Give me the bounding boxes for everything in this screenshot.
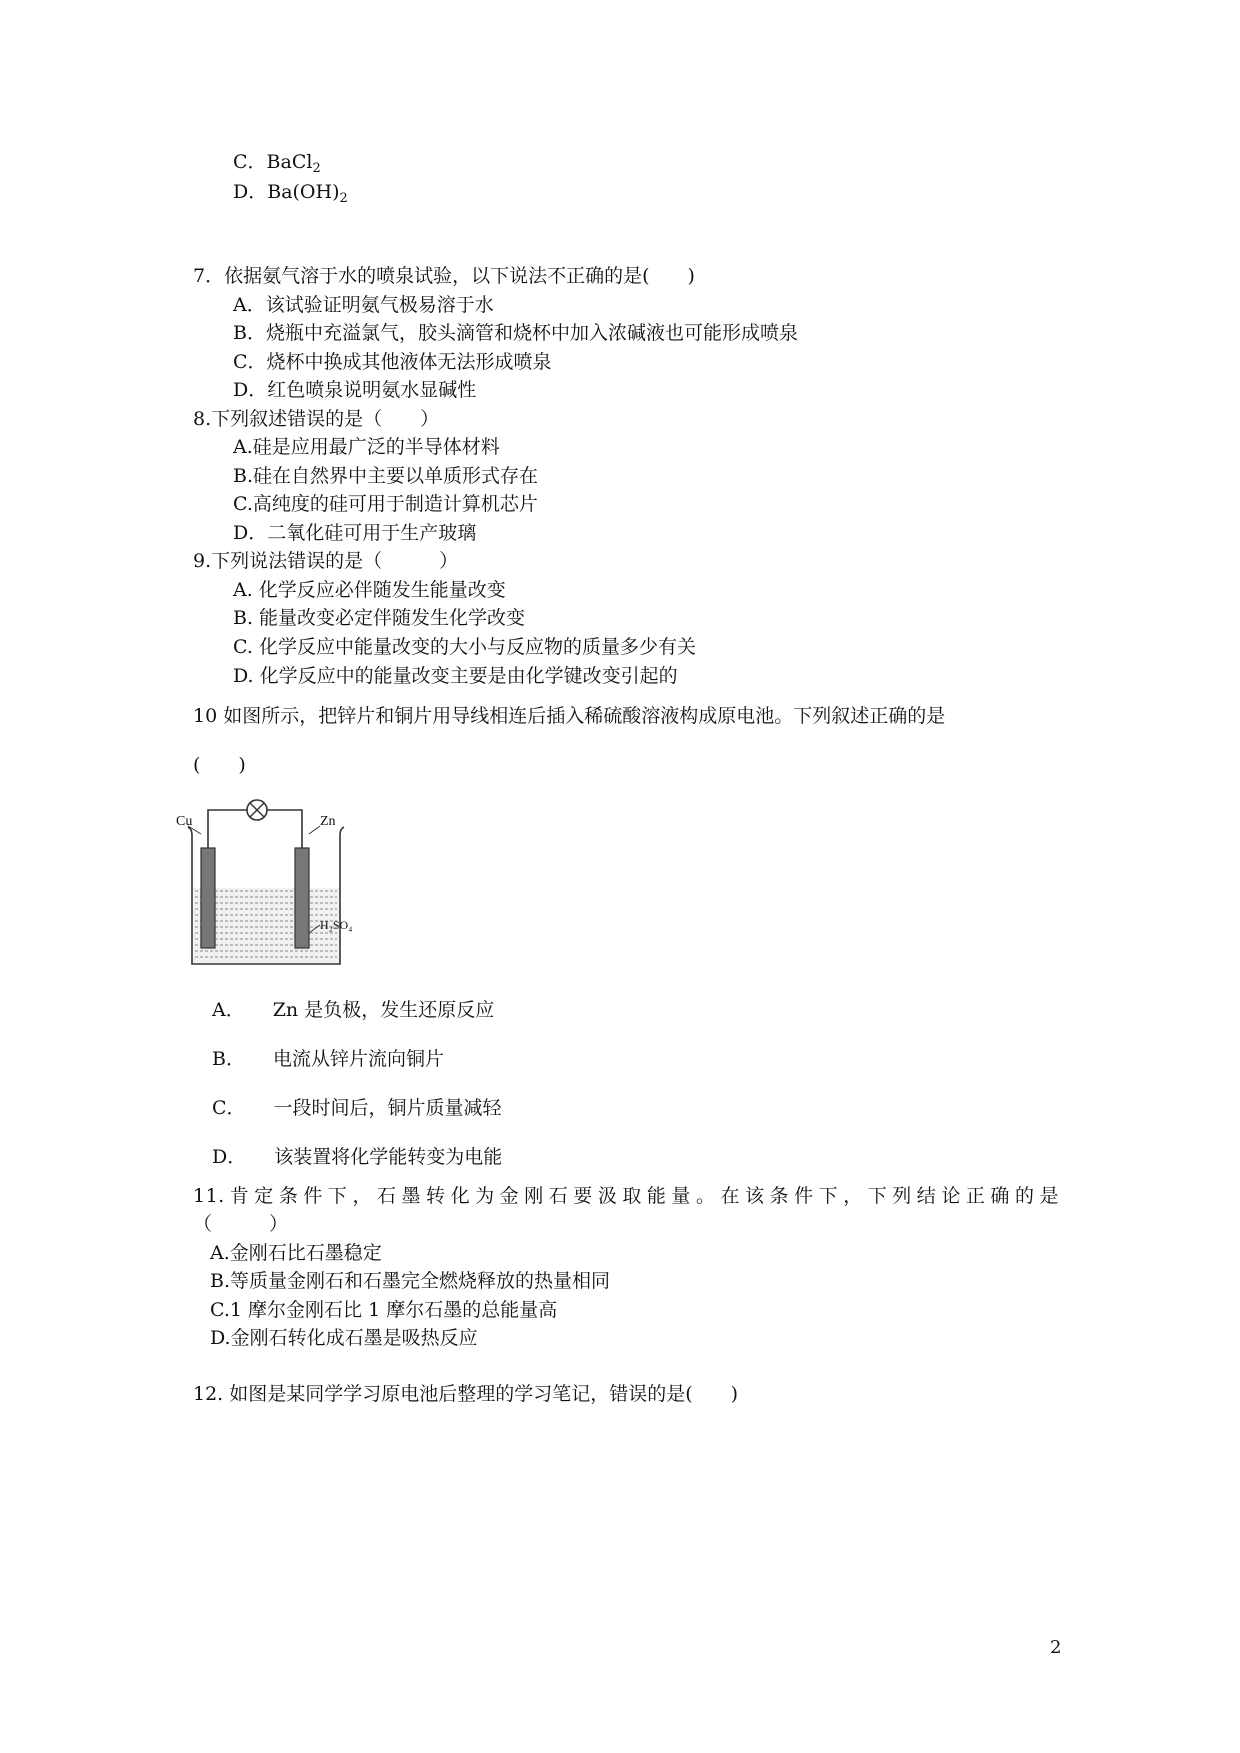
q8-option-b — [233, 464, 538, 488]
q8-option-c — [233, 492, 538, 516]
line-text: 12. 如图是某同学学习原电池后整理的学习笔记，错误的是( ) — [193, 1383, 739, 1405]
line-text: D．红色喷泉说明氨水显碱性 — [233, 379, 477, 401]
line-text: ( ) — [193, 754, 246, 776]
q7-option-c — [233, 350, 552, 374]
option-label: A． — [212, 999, 245, 1021]
line-text: C.1 摩尔金刚石比 1 摩尔石墨的总能量高 — [210, 1299, 558, 1321]
line-text: （ ） — [193, 1213, 289, 1235]
line-text: A．该试验证明氨气极易溶于水 — [233, 294, 494, 316]
line-text: C. 化学反应中能量改变的大小与反应物的质量多少有关 — [233, 636, 696, 658]
line-text: 10 如图所示，把锌片和铜片用导线相连后插入稀硫酸溶液构成原电池。下列叙述正确的是 — [193, 705, 946, 727]
line-text: D．二氧化硅可用于生产玻璃 — [233, 522, 477, 544]
line-text: D. 化学反应中的能量改变主要是由化学键改变引起的 — [233, 665, 678, 687]
line-text: 9.下列说法错误的是（ ） — [193, 550, 459, 572]
option-text: Zn 是负极，发生还原反应 — [272, 999, 495, 1021]
q11-option-c — [210, 1298, 557, 1322]
line-text: C．烧杯中换成其他液体无法形成喷泉 — [233, 351, 552, 373]
cu-label: Cu — [176, 814, 193, 829]
q8-option-d — [233, 521, 476, 545]
subscript: 2 — [339, 191, 348, 206]
q11-stem-bracket — [193, 1212, 288, 1236]
line-text: D.金刚石转化成石墨是吸热反应 — [210, 1327, 478, 1349]
line-text: B．烧瓶中充溢氯气，胶头滴管和烧杯中加入浓碱液也可能形成喷泉 — [233, 322, 798, 344]
line-text: A. 化学反应必伴随发生能量改变 — [233, 579, 506, 601]
line-text: A.金刚石比石墨稳定 — [210, 1242, 382, 1264]
q6-option-d — [233, 180, 348, 211]
q7-option-b — [233, 321, 798, 345]
line-text: 7．依据氨气溶于水的喷泉试验，以下说法不正确的是( ) — [193, 265, 695, 287]
line-text: A.硅是应用最广泛的半导体材料 — [233, 436, 500, 458]
q9-stem — [193, 549, 458, 573]
q7-stem — [193, 264, 695, 288]
line-text: B.等质量金刚石和石墨完全燃烧释放的热量相同 — [210, 1270, 611, 1292]
q8-stem — [193, 407, 439, 431]
q10-option-b — [212, 1047, 444, 1071]
q10-option-c — [212, 1096, 502, 1120]
option-text: 一段时间后，铜片质量减轻 — [273, 1097, 502, 1119]
option-label: B． — [212, 1048, 245, 1070]
line-text: B. 能量改变必定伴随发生化学改变 — [233, 607, 526, 629]
q10-option-a — [212, 998, 494, 1022]
q11-option-b — [210, 1269, 610, 1293]
q6-option-c — [233, 150, 321, 181]
q7-option-a — [233, 293, 494, 317]
subscript: 2 — [312, 161, 321, 176]
q9-option-a — [233, 578, 506, 602]
q8-option-a — [233, 435, 500, 459]
q10-stem — [193, 704, 945, 728]
q11-option-a — [210, 1241, 382, 1265]
q10-option-d — [212, 1145, 502, 1169]
q10-stem-bracket — [193, 753, 246, 777]
q9-option-c — [233, 635, 696, 659]
option-label: C． — [212, 1097, 246, 1119]
galvanic-cell-figure — [176, 793, 386, 978]
zn-label: Zn — [320, 814, 336, 829]
line-text: C.高纯度的硅可用于制造计算机芯片 — [233, 493, 538, 515]
line-text: C．BaCl — [233, 151, 313, 173]
h2so4-label: H₂SO₄ — [320, 918, 353, 932]
q9-option-d — [233, 664, 678, 688]
page-number: 2 — [1050, 1637, 1062, 1658]
option-label: D． — [212, 1146, 247, 1168]
q11-stem — [193, 1184, 1059, 1208]
option-text: 电流从锌片流向铜片 — [272, 1048, 444, 1070]
q7-option-d — [233, 378, 476, 402]
q9-option-b — [233, 606, 525, 630]
line-text: 8.下列叙述错误的是（ ） — [193, 408, 440, 430]
option-text: 该装置将化学能转变为电能 — [274, 1146, 503, 1168]
copper-electrode — [201, 848, 215, 948]
line-text: 11.肯定条件下，石墨转化为金刚石要汲取能量。在该条件下，下列结论正确的是 — [193, 1185, 1059, 1207]
line-text: B.硅在自然界中主要以单质形式存在 — [233, 465, 539, 487]
q11-option-d — [210, 1326, 478, 1350]
q12-stem — [193, 1382, 738, 1406]
line-text: D．Ba(OH) — [233, 181, 340, 203]
zinc-electrode — [295, 848, 309, 948]
